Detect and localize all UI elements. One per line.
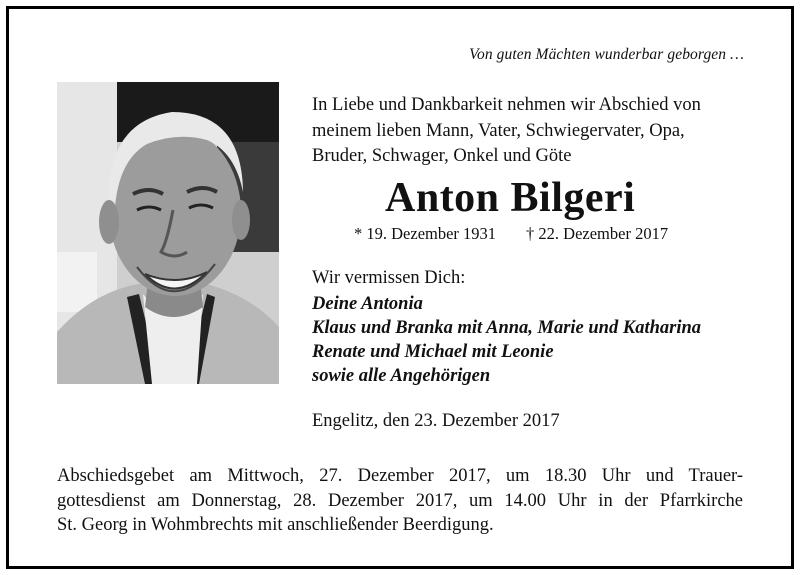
mourner-line: Renate und Michael mit Leonie bbox=[312, 342, 554, 362]
portrait-photo bbox=[57, 82, 279, 384]
death-date: † 22. Dezember 2017 bbox=[526, 224, 669, 243]
mourner-line: Deine Antonia bbox=[312, 294, 423, 314]
mourner-line: Klaus und Branka mit Anna, Marie und Katharina bbox=[312, 318, 701, 338]
service-line: Abschiedsgebet am Mittwoch, 27. Dezember 2017, um 18.30 Uhr und Trauer- bbox=[57, 466, 743, 486]
mourners-list bbox=[312, 292, 701, 388]
intro-text bbox=[312, 93, 752, 170]
service-details bbox=[57, 464, 743, 538]
intro-line: In Liebe und Dankbarkeit nehmen wir Abschied von bbox=[312, 95, 701, 115]
deceased-name: Anton Bilgeri bbox=[385, 175, 636, 221]
life-dates bbox=[354, 224, 668, 244]
portrait-photo-icon bbox=[57, 82, 279, 384]
mourners-intro: Wir vermissen Dich: bbox=[312, 268, 466, 288]
mourner-line: sowie alle Angehörigen bbox=[312, 366, 491, 386]
service-line: gottesdienst am Donnerstag, 28. Dezember 2017, um 14.00 Uhr in der Pfarrkirche bbox=[57, 490, 743, 511]
service-line: St. Georg in Wohmbrechts mit anschließender Beerdigung. bbox=[57, 515, 494, 535]
intro-line: meinem lieben Mann, Vater, Schwiegervater, Opa, bbox=[312, 120, 685, 141]
place-date: Engelitz, den 23. Dezember 2017 bbox=[312, 411, 560, 431]
birth-date: * 19. Dezember 1931 bbox=[354, 224, 497, 243]
motto: Von guten Mächten wunderbar geborgen … bbox=[469, 46, 744, 63]
intro-line: Bruder, Schwager, Onkel und Göte bbox=[312, 146, 572, 166]
